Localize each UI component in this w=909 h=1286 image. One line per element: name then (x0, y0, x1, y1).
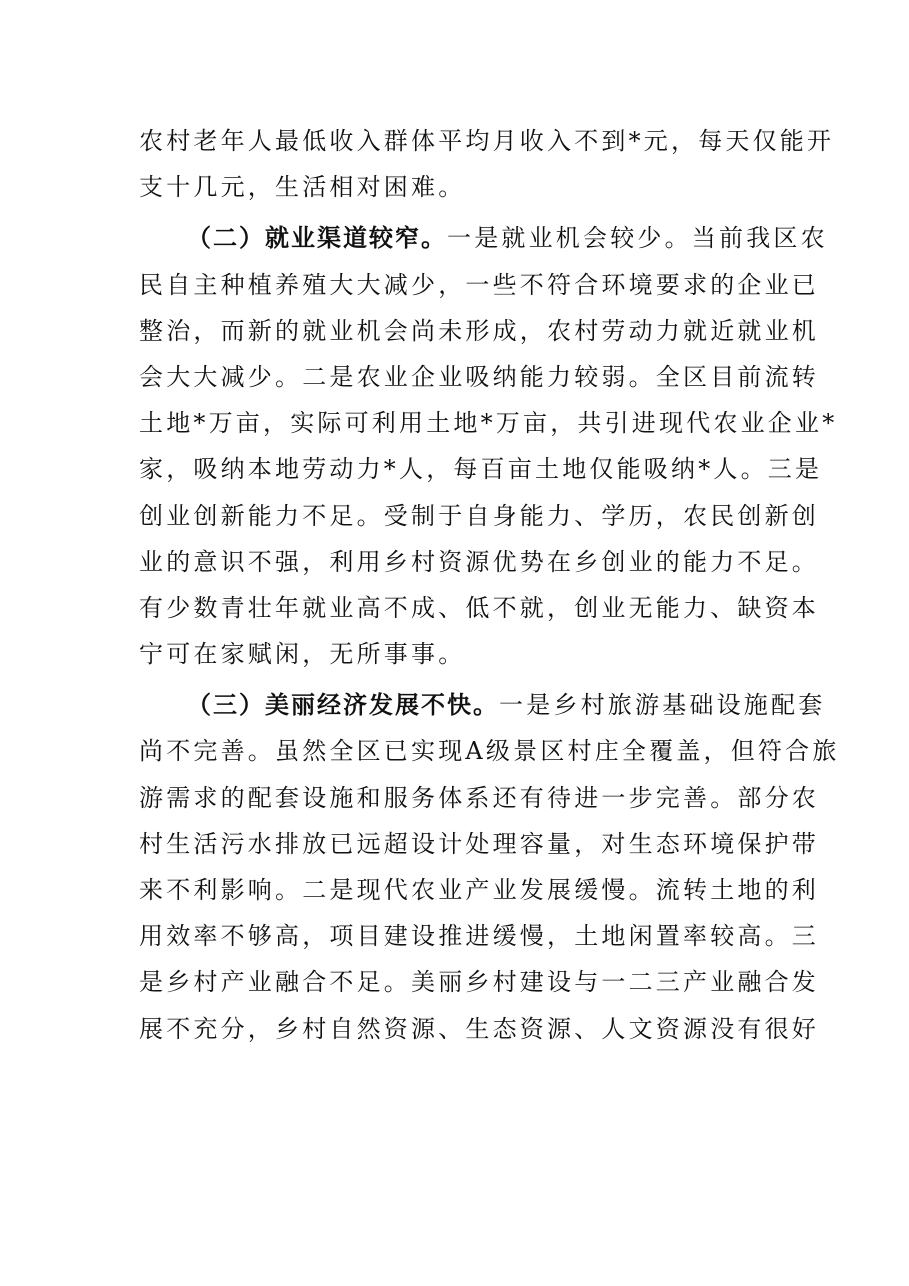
text-line: 整治，而新的就业机会尚未形成，农村劳动力就近就业机 (139, 316, 819, 345)
text-line: 用效率不够高，项目建设推进缓慢，土地闲置率较高。三 (139, 922, 819, 951)
text-line: 有少数青壮年就业高不成、低不就，创业无能力、缺资本 (139, 593, 819, 622)
text-line: 农村老年人最低收入群体平均月收入不到*元，每天仅能开 (139, 127, 835, 155)
text-segment: 一是就业机会较少。当前我区农 (447, 224, 828, 253)
paragraph-2 (139, 215, 838, 677)
text-line: 来不利影响。二是现代农业产业发展缓慢。流转土地的利 (139, 876, 819, 904)
body-text (139, 118, 840, 1052)
section-heading-3: （三）美丽经济发展不快。 (187, 691, 499, 720)
text-line: 业的意识不强，利用乡村资源优势在乡创业的能力不足。 (139, 547, 819, 576)
text-line: 尚不完善。虽然全区已实现A级景区村庄全覆盖，但符合旅 (139, 737, 840, 766)
paragraph-1 (139, 118, 835, 210)
text-line: 展不充分，乡村自然资源、生态资源、人文资源没有很好 (139, 1014, 819, 1043)
text-line: 土地*万亩，实际可利用土地*万亩，共引进现代农业企业* (139, 409, 838, 438)
text-line: 民自主种植养殖大大减少，一些不符合环境要求的企业已 (139, 270, 819, 299)
text-line: 创业创新能力不足。受制于自身能力、学历，农民创新创 (139, 501, 819, 530)
text-line (139, 215, 828, 261)
text-line (139, 682, 826, 728)
text-segment: 一是乡村旅游基础设施配套 (499, 691, 826, 720)
text-line: 村生活污水排放已远超设计处理容量，对生态环境保护带 (139, 829, 819, 858)
text-line: 宁可在家赋闲，无所事事。 (139, 640, 466, 669)
text-line: 会大大减少。二是农业企业吸纳能力较弱。全区目前流转 (139, 362, 819, 391)
paragraph-3 (139, 682, 840, 1052)
text-line: 家，吸纳本地劳动力*人，每百亩土地仅能吸纳*人。三是 (139, 455, 823, 484)
text-line: 支十几元，生活相对困难。 (139, 173, 466, 202)
section-heading-2: （二）就业渠道较窄。 (187, 224, 447, 253)
text-line: 游需求的配套设施和服务体系还有待进一步完善。部分农 (139, 783, 819, 812)
text-line: 是乡村产业融合不足。美丽乡村建设与一二三产业融合发 (139, 968, 819, 997)
